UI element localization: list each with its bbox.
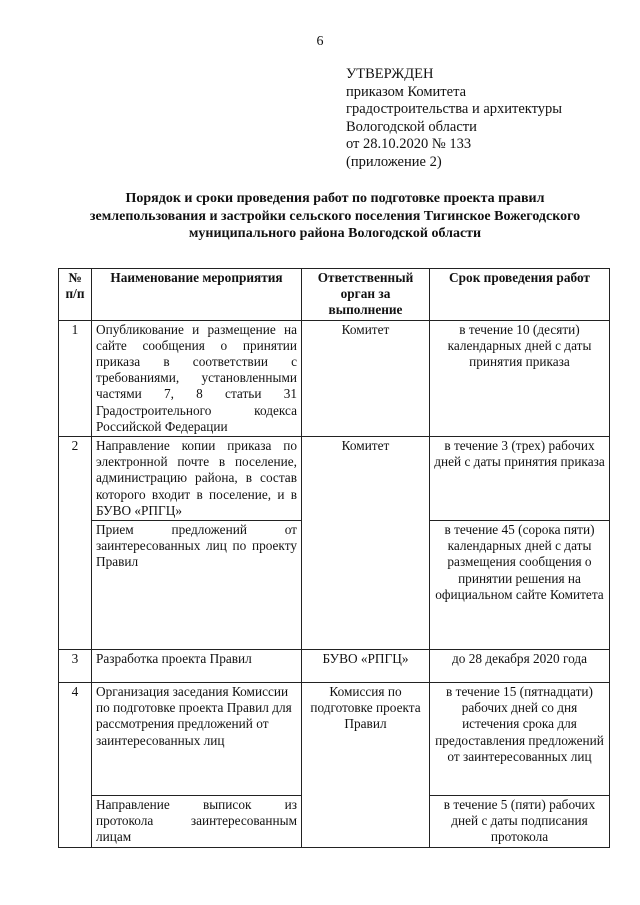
approval-line: (приложение 2) xyxy=(346,153,442,170)
approval-line: от 28.10.2020 № 133 xyxy=(346,136,472,152)
header-deadline: Срок проведения работ xyxy=(430,269,610,321)
cell-deadline: до 28 декабря 2020 года xyxy=(430,650,610,683)
works-schedule-table xyxy=(58,268,610,848)
approval-line: приказом Комитета xyxy=(346,83,467,100)
header-name: Наименование мероприятия xyxy=(92,269,302,321)
cell-responsible: Комитет xyxy=(302,437,430,650)
page-number: 6 xyxy=(316,34,324,49)
table-row xyxy=(59,683,610,796)
cell-name: Направление выписок из протокола заинтересованным лицам xyxy=(92,796,302,848)
header-num: № п/п xyxy=(59,269,92,321)
title-line: Порядок и сроки проведения работ по подготовке проекта правил xyxy=(125,191,545,206)
approval-line: Вологодской области xyxy=(346,118,477,135)
cell-num: 4 xyxy=(59,683,92,848)
table-header-row xyxy=(59,269,610,321)
cell-num: 1 xyxy=(59,320,92,436)
approval-stamp xyxy=(346,66,626,171)
header-responsible: Ответственный орган за выполнение xyxy=(302,269,430,321)
table-row xyxy=(59,320,610,436)
cell-responsible: Комиссия по подготовке проекта Правил xyxy=(302,683,430,848)
cell-name: Направление копии приказа по электронной почте в поселение, администрацию района, в состав которого входит в поселение, и в БУВО «РПГЦ» xyxy=(92,437,302,521)
cell-deadline: в течение 15 (пятнадцати) рабочих дней со дня истечения срока для предоставления предложений от заинтересованных лиц xyxy=(430,683,610,796)
cell-name: Прием предложений от заинтересованных лиц по проекту Правил xyxy=(92,521,302,650)
cell-responsible: БУВО «РПГЦ» xyxy=(302,650,430,683)
title-line: землепользования и застройки сельского поселения Тигинское Вожегодского xyxy=(89,208,581,224)
table-row xyxy=(59,650,610,683)
cell-responsible: Комитет xyxy=(302,320,430,436)
cell-deadline: в течение 45 (сорока пяти) календарных дней с даты размещения сообщения о принятии решения на официальном сайте Комитета xyxy=(430,521,610,650)
cell-num: 2 xyxy=(59,437,92,650)
approval-line: градостроительства и архитектуры xyxy=(346,101,563,117)
title-line: муниципального района Вологодской области xyxy=(188,226,482,241)
cell-num: 3 xyxy=(59,650,92,683)
cell-deadline: в течение 3 (трех) рабочих дней с даты принятия приказа xyxy=(430,437,610,521)
cell-name: Опубликование и размещение на сайте сообщения о принятии приказа в соответствии с требованиями, установленными частями 7, 8 статьи 31 Градостроительного кодекса Российской Федерации xyxy=(92,320,302,436)
table-row xyxy=(59,437,610,521)
document-title xyxy=(40,190,630,243)
cell-name: Организация заседания Комиссии по подготовке проекта Правил для рассмотрения предложений от заинтересованных лиц xyxy=(92,683,302,796)
cell-deadline: в течение 5 (пяти) рабочих дней с даты подписания протокола xyxy=(430,796,610,848)
cell-deadline: в течение 10 (десяти) календарных дней с даты принятия приказа xyxy=(430,320,610,436)
approval-line: УТВЕРЖДЕН xyxy=(346,66,434,82)
cell-name: Разработка проекта Правил xyxy=(92,650,302,683)
